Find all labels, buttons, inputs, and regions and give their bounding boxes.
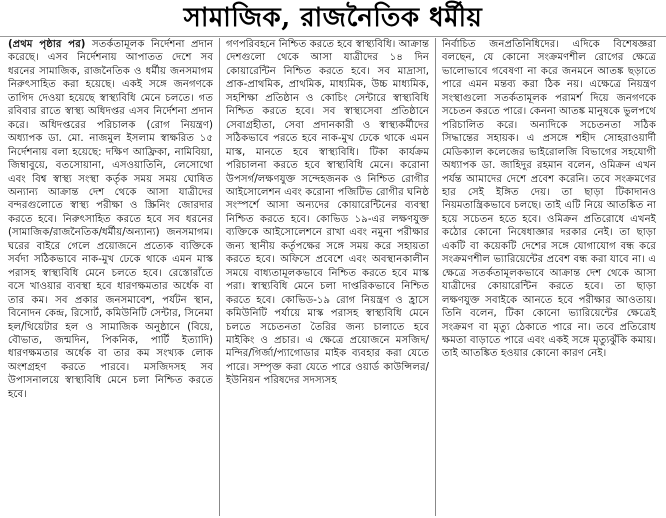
continued-from-tag: (প্রথম পৃষ্ঠার পর) [8,39,86,50]
column-1-body: সতর্কতামূলক নির্দেশনা প্রদান করেছে। এসব নির্দেশনায় আপাতত দেশে সব ধরনের সামাজিক, রাজনৈতিক ও ধর্মীয় জনসমাগম নিরুৎসাহিত করা হয়েছে। একই সঙ্গে জনগণকে তাগিদ দেওয়া হয়েছে স্বাস্থ্যবিধি মেনে চলতে। গত রবিবার রাতে স্বাস্থ্য অধিদপ্তর এসব নির্দেশনা প্রদান করে। অধিদপ্তরের পরিচালক (রোগ নিয়ন্ত্রণ) অধ্যাপক ডা. মো. নাজমুল ইসলাম স্বাক্ষরিত ১৫ নির্দেশনায় বলা হয়েছে: দক্ষিণ আফ্রিকা, নামিবিয়া, জিম্বাবুয়ে, বতসোয়ানা, এসওয়াতিনি, লেসোথো এবং বিশ্ব স্বাস্থ্য সংস্থা কর্তৃক সময় সময় ঘোষিত অন্যান্য আক্রান্ত দেশ থেকে আসা যাত্রীদের বন্দরগুলোতে স্বাস্থ্য পরীক্ষা ও স্ক্রিনিং জোরদার করতে হবে। নিরুৎসাহিত করতে হবে সব ধরনের (সামাজিক/রাজনৈতিক/ধর্মীয়/অন্যান্য) জনসমাগম। ঘরের বাইরে গেলে প্রয়োজনে প্রত্যেক ব্যক্তিকে সর্বদা সঠিকভাবে নাক-মুখ ঢেকে থাকে এমন মাস্ক পরাসহ স্বাস্থ্যবিধি মেনে চলতে হবে। রেস্তোরাঁতে বসে খাওয়ার ব্যবস্থা হবে ধারণক্ষমতার অর্ধেক বা তার কম। সব প্রকার জনসমাবেশ, পর্যটন স্থান, বিনোদন কেন্দ্র, রিসোর্ট, কমিউনিটি সেন্টার, সিনেমা হল/থিয়েটার হল ও সামাজিক অনুষ্ঠানে (বিয়ে, বৌভাত, জন্মদিন, পিকনিক, পার্টি ইত্যাদি) ধারণক্ষমতার অর্ধেক বা তার কম সংখ্যক লোক অংশগ্রহণ করতে পারবে। মসজিদসহ সব উপাসনালয়ে স্বাস্থ্যবিধি মেনে চলা নিশ্চিত করতে হবে। [8,39,213,400]
column-3 [436,38,662,516]
column-2-text: গণপরিবহনে নিশ্চিত করতে হবে স্বাস্থ্যবিধি। আক্রান্ত দেশগুলো থেকে আসা যাত্রীদের ১৪ দিন কোয়ারেন্টিন নিশ্চিত করতে হবে। সব মাদ্রাসা, প্রাক-প্রাথমিক, প্রাথমিক, মাধ্যমিক, উচ্চ মাধ্যমিক, সহশিক্ষা প্রতিষ্ঠান ও কোচিং সেন্টারে স্বাস্থ্যবিধি নিশ্চিত করতে হবে। সব স্বাস্থ্যসেবা প্রতিষ্ঠানে সেবাগ্রহীতা, সেবা প্রদানকারী ও স্বাস্থ্যকর্মীদের সঠিকভাবে পরতে হবে নাক-মুখ ঢেকে থাকে এমন মাস্ক, মানতে হবে স্বাস্থ্যবিধি। টিকা কার্যক্রম পরিচালনা করতে হবে স্বাস্থ্যবিধি মেনে। করোনা উপসর্গ/লক্ষণযুক্ত সন্দেহজনক ও নিশ্চিত রোগীর আইসোলেশন এবং করোনা পজিটিভ রোগীর ঘনিষ্ঠ সংস্পর্শে আসা অন্যদের কোয়ারেন্টিনের ব্যবস্থা নিশ্চিত করতে হবে। কোভিড ১৯-এর লক্ষণযুক্ত ব্যক্তিকে আইসোলেশনে রাখা এবং নমুনা পরীক্ষার জন্য স্থানীয় কর্তৃপক্ষের সঙ্গে সময় করে সহায়তা করতে হবে। অফিসে প্রবেশে এবং অবস্থানকালীন সময়ে বাধ্যতামূলকভাবে নিশ্চিত করতে হবে মাস্ক পরা। স্বাস্থ্যবিধি মেনে চলা দাপ্তরিকভাবে নিশ্চিত করতে হবে। কোভিড-১৯ রোগ নিয়ন্ত্রণ ও হ্রাসে কমিউনিটি পর্যায়ে মাস্ক পরাসহ স্বাস্থ্যবিধি মেনে চলতে সচেতনতা তৈরির জন্য চালাতে হবে মাইকিং ও প্রচার। এ ক্ষেত্রে প্রয়োজনে মসজিদ/মন্দির/গির্জা/প্যাগোডার মাইক ব্যবহার করা যেতে পারে। সম্পৃক্ত করা যেতে পারে ওয়ার্ড কাউন্সিলর/ইউনিয়ন পরিষদের সদস্যসহ [226,39,429,387]
column-1 [6,38,220,516]
column-3-text: নির্বাচিত জনপ্রতিনিধিদের। এদিকে বিশেষজ্ঞরা বলছেন, যে কোনো সংক্রমণশীল রোগের ক্ষেত্রে ভালোভাবে গবেষণা না করে জনমনে আতঙ্ক ছড়াতে পারে এমন মন্তব্য করা ঠিক নয়। এক্ষেত্রে নিয়ন্ত্রণ সংস্থাগুলো সতর্কতামূলক পরামর্শ দিয়ে জনগণকে সচেতন করতে পারে। কেননা আতঙ্ক মানুষকে ভুলপথে পরিচালিত করে। অন্যদিকে সচেতনতা সঠিক সিদ্ধান্তের সহায়ক। এ প্রসঙ্গে শহীদ সোহরাওয়ার্দী মেডিক্যাল কলেজের ভাইরোলজি বিভাগের সহযোগী অধ্যাপক ডা. জাহিদুর রহমান বলেন, ওমিক্রন এখন পর্যন্ত আমাদের দেশে প্রবেশ করেনি। তবে সংক্রমণের হার সেই ইঙ্গিত দেয়। তা ছাড়া টিকাদানও নিয়মতান্ত্রিকভাবে চলছে। তাই এটি নিয়ে আতঙ্কিত না হয়ে সচেতন হতে হবে। ওমিক্রন প্রতিরোধে এখনই কঠোর কোনো নিষেধাজ্ঞার দরকার নেই। তা ছাড়া একটি বা কয়েকটি দেশের সঙ্গে যোগাযোগ বন্ধ করে সংক্রমণশীল ভ্যারিয়েন্টের প্রবেশ বন্ধ করা যাবে না। এ ক্ষেত্রে সতর্কতামূলকভাবে আক্রান্ত দেশ থেকে আসা যাত্রীদের কোয়ারেন্টিন করতে হবে। তা ছাড়া লক্ষণযুক্ত সবাইকে আনতে হবে পরীক্ষার আওতায়। তিনি বলেন, টিকা কোনো ভ্যারিয়েন্টের ক্ষেত্রেই সংক্রমণ বা মৃত্যু ঠেকাতে পারে না। তবে প্রতিরোধ ক্ষমতা বাড়াতে পারে এবং একই সঙ্গে মৃত্যুঝুঁকি কমায়। তাই আতঙ্কিত হওয়ার কোনো কারণ নেই। [442,39,656,360]
column-2 [220,38,436,516]
article-columns [6,38,662,516]
column-1-text [8,38,213,401]
headline: সামাজিক, রাজনৈতিক ধর্মীয় [0,0,666,37]
